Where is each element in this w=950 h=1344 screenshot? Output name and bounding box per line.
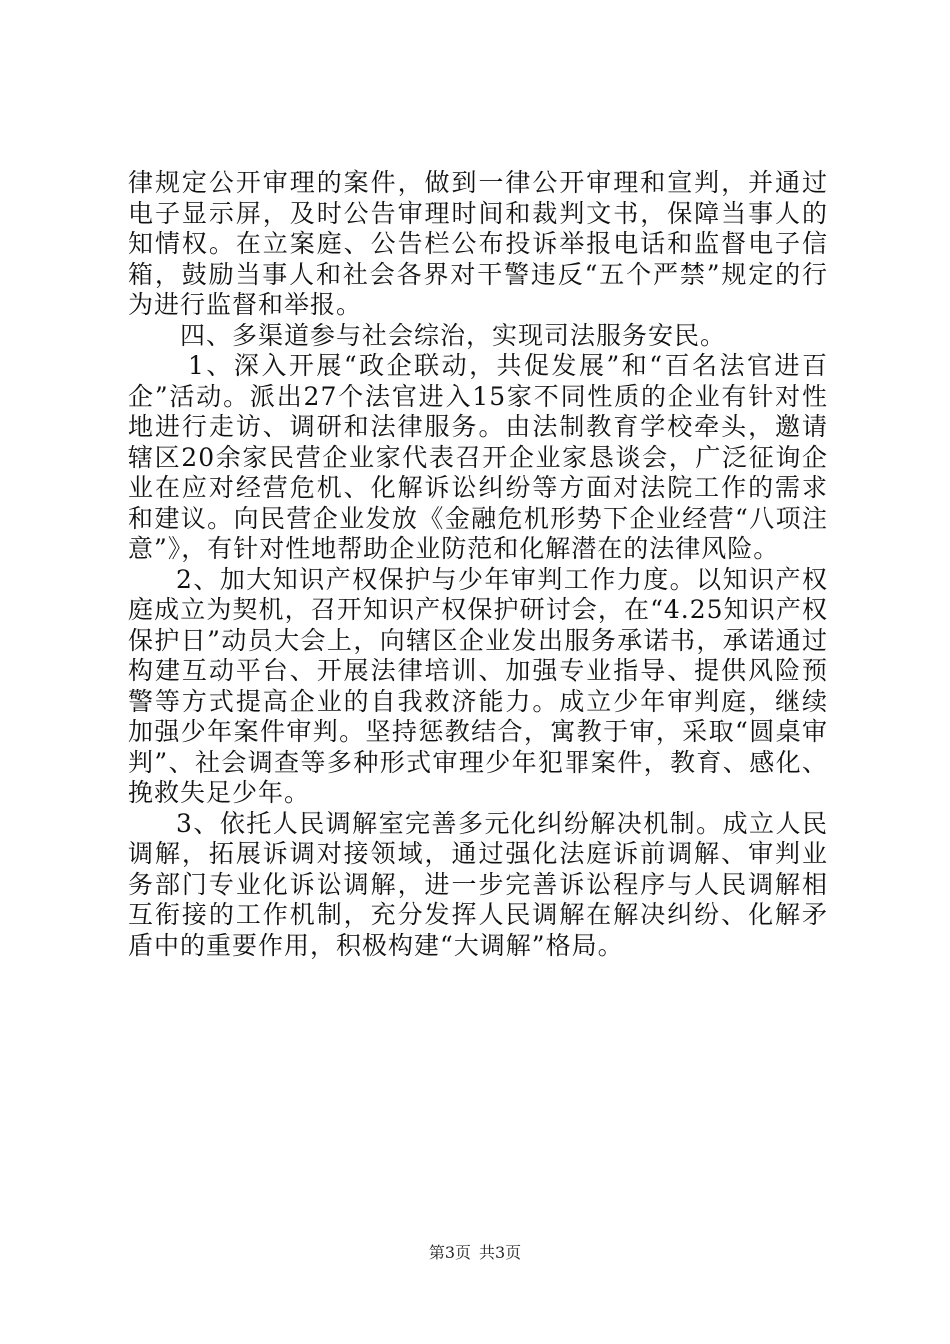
paragraph-item-2: 2、加大知识产权保护与少年审判工作力度。以知识产权庭成立为契机，召开知识产权保护研讨会，在“4.25知识产权保护日”动员大会上，向辖区企业发出服务承诺书，承诺通过构建互动平台、开展法律培训、加强专业指导、提供风险预警等方式提高企业的自我救济能力。成立少年审判庭，继续加强少年案件审判。坚持惩教结合，寓教于审，采取“圆桌审判”、社会调查等多种形式审理少年犯罪案件，教育、感化、挽救失足少年。 bbox=[128, 564, 828, 807]
paragraph-continuation: 律规定公开审理的案件，做到一律公开审理和宣判，并通过电子显示屏，及时公告审理时间和裁判文书，保障当事人的知情权。在立案庭、公告栏公布投诉举报电话和监督电子信箱，鼓励当事人和社会各界对干警违反“五个严禁”规定的行为进行监督和举报。 bbox=[128, 168, 828, 319]
paragraph-item-3: 3、依托人民调解室完善多元化纠纷解决机制。成立人民调解，拓展诉调对接领域，通过强化法庭诉前调解、审判业务部门专业化诉讼调解，进一步完善诉讼程序与人民调解相互衔接的工作机制，充分发挥人民调解在解决纠纷、化解矛盾中的重要作用，积极构建“大调解”格局。 bbox=[128, 808, 828, 960]
document-body bbox=[128, 168, 828, 961]
paragraph-item-1: 1、深入开展“政企联动，共促发展”和“百名法官进百企”活动。派出27个法官进入15家不同性质的企业有针对性地进行走访、调研和法律服务。由法制教育学校牵头，邀请辖区20余家民营企业家代表召开企业家恳谈会，广泛征询企业在应对经营危机、化解诉讼纠纷等方面对法院工作的需求和建议。向民营企业发放《金融危机形势下企业经营“八项注意”》，有针对性地帮助企业防范和化解潜在的法律风险。 bbox=[128, 351, 828, 563]
page-number-current: 第3页 bbox=[428, 1243, 471, 1262]
page-number-total: 共3页 bbox=[479, 1243, 522, 1262]
page-footer bbox=[0, 1243, 950, 1263]
section-heading-4: 四、多渠道参与社会综治，实现司法服务安民。 bbox=[180, 320, 727, 350]
